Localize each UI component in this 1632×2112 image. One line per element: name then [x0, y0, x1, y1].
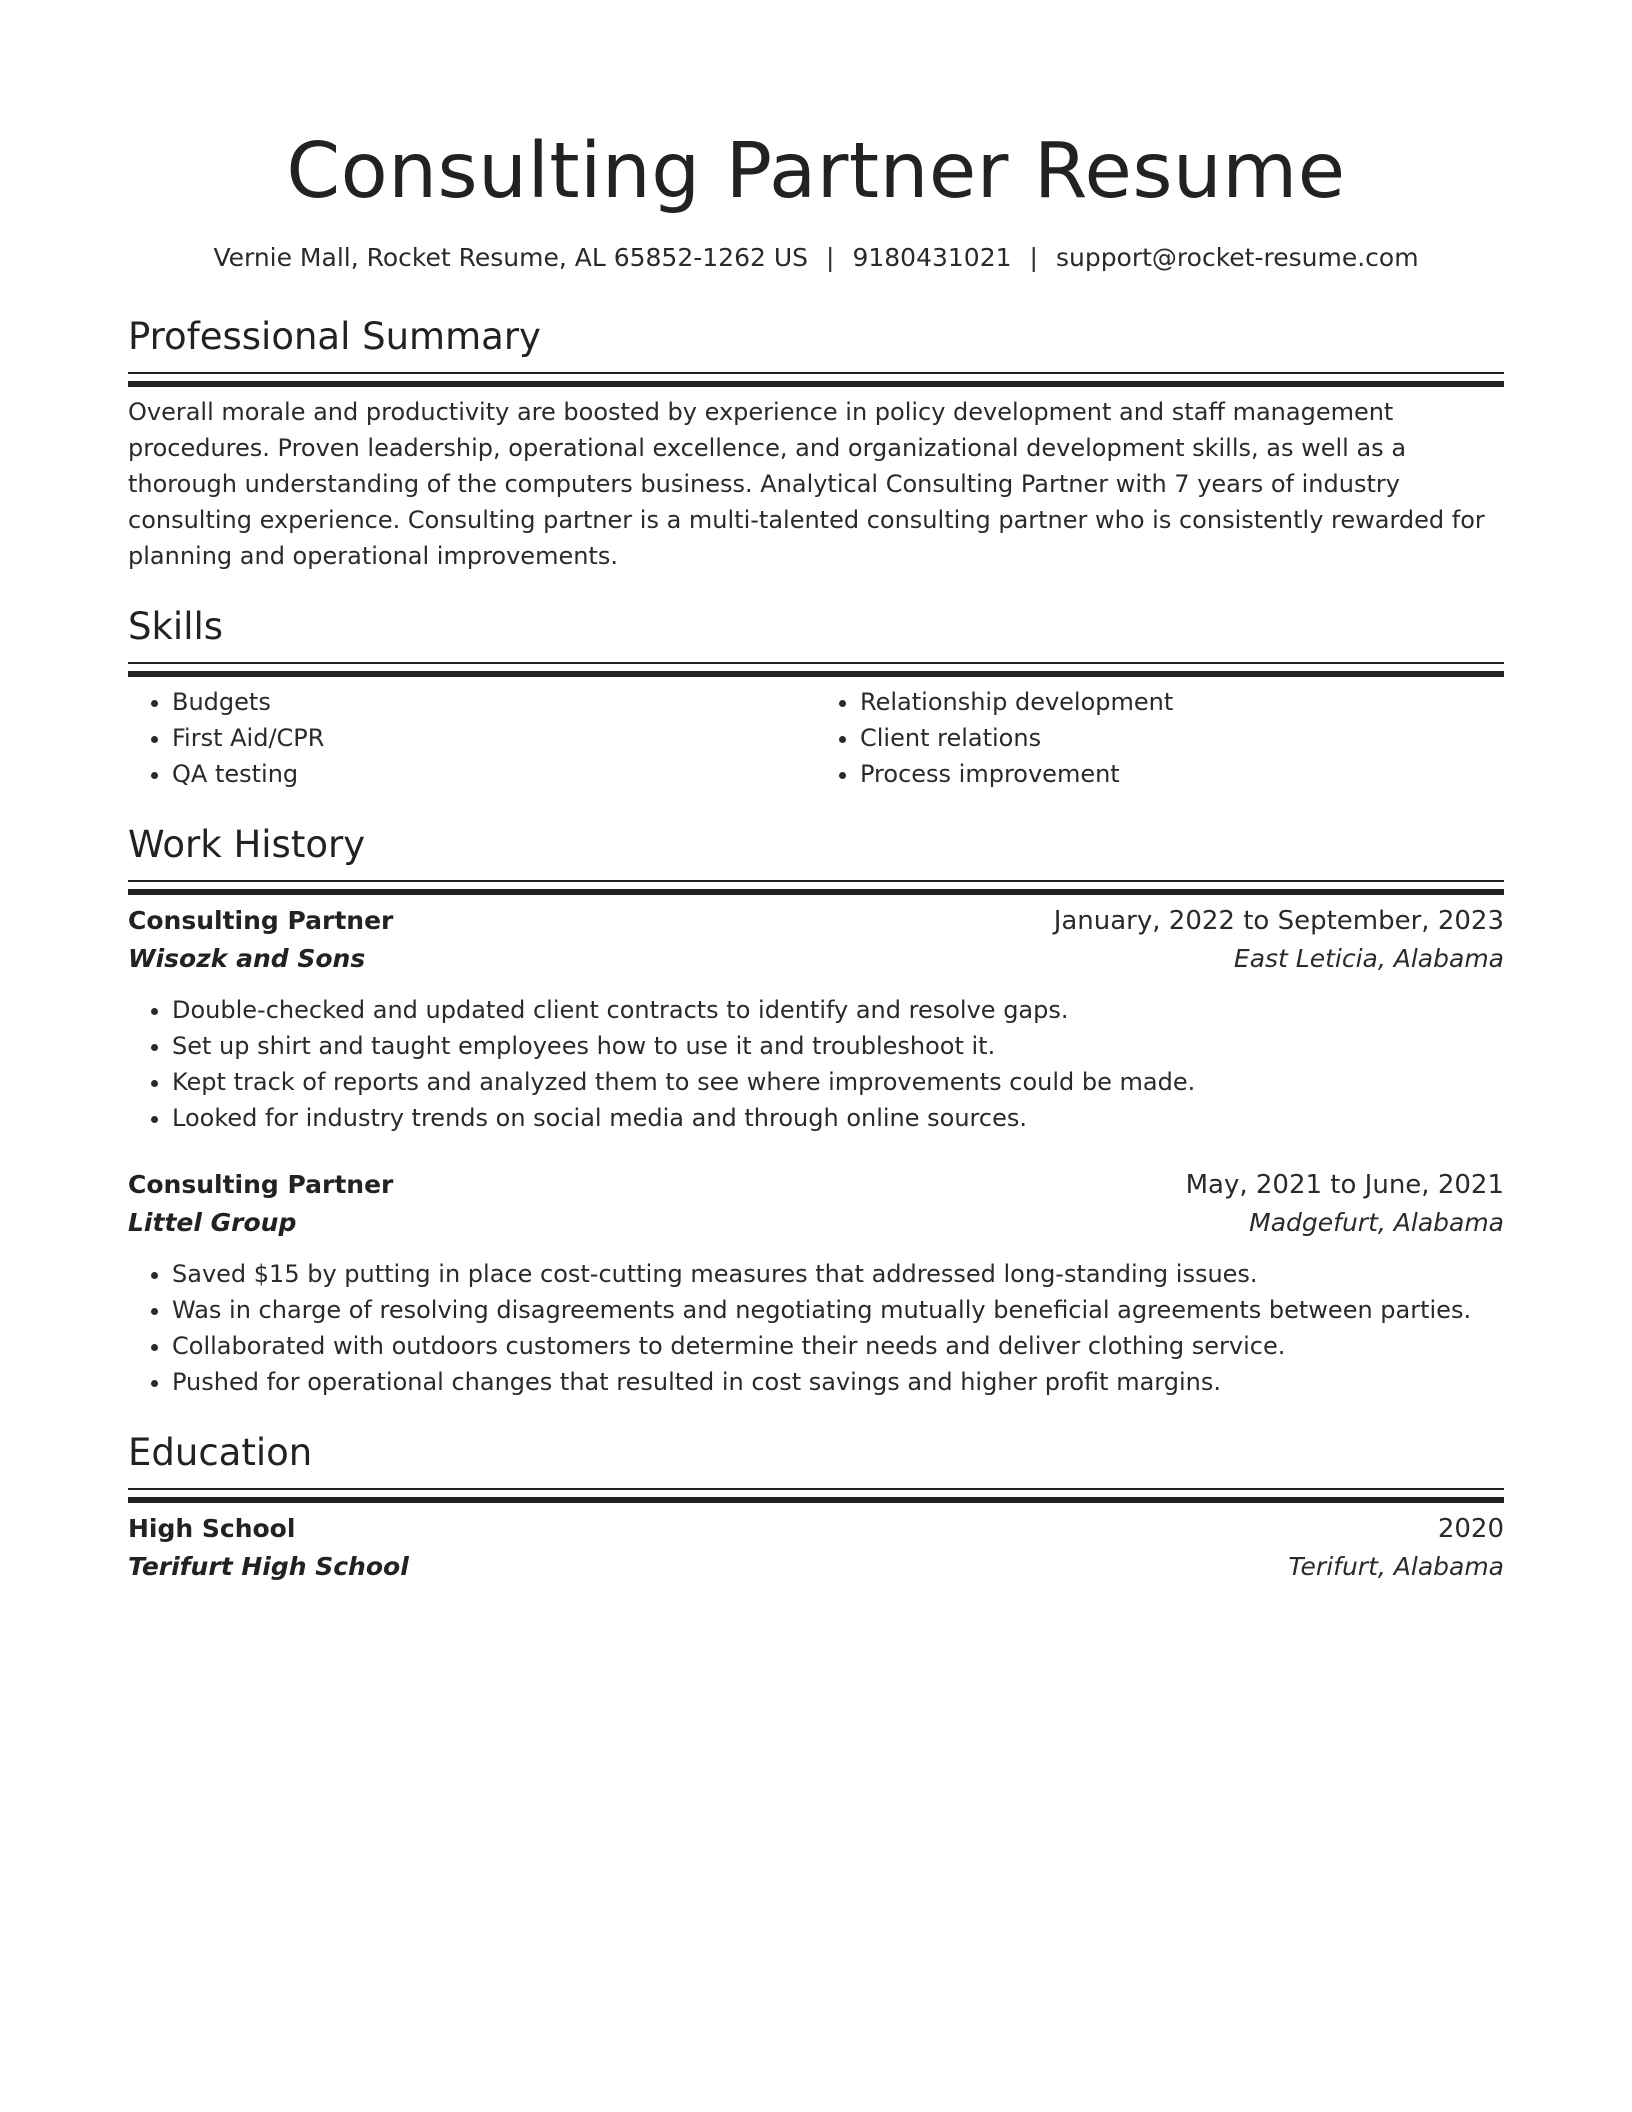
education-subheader [128, 1548, 1504, 1586]
contact-phone: 9180431021 [852, 243, 1012, 272]
summary-heading: Professional Summary [128, 315, 541, 358]
education-header [128, 1510, 1504, 1548]
section-divider [128, 1488, 1504, 1490]
skill-item: • Budgets [172, 684, 816, 720]
job-subheader [128, 940, 1504, 978]
skill-item: • Relationship development [860, 684, 1504, 720]
education-degree: High School [128, 1514, 296, 1543]
contact-separator: | [1029, 243, 1038, 272]
skill-item: • QA testing [172, 756, 816, 792]
job-company: Littel Group [128, 1208, 297, 1237]
education-entry [128, 1510, 1504, 1586]
job-bullet: • Saved $15 by putting in place cost-cutting measures that addressed long-standing issues. [172, 1256, 1504, 1292]
section-divider [128, 372, 1504, 374]
job-bullet: • Looked for industry trends on social media and through online sources. [172, 1100, 1504, 1136]
work-heading: Work History [128, 823, 366, 866]
job-location: Madgefurt, Alabama [1249, 1208, 1504, 1237]
job-bullet: • Kept track of reports and analyzed them to see where improvements could be made. [172, 1064, 1504, 1100]
job-bullet: • Collaborated with outdoors customers to determine their needs and deliver clothing service. [172, 1328, 1504, 1364]
job-bullet: • Pushed for operational changes that resulted in cost savings and higher profit margins. [172, 1364, 1504, 1400]
contact-email: support@rocket-resume.com [1055, 243, 1419, 272]
job-header [128, 1166, 1504, 1204]
job-subheader [128, 1204, 1504, 1242]
job-entry [128, 902, 1504, 1136]
contact-line [128, 240, 1504, 276]
job-title: Consulting Partner [128, 1170, 394, 1199]
job-bullets [128, 1256, 1504, 1400]
summary-body [128, 394, 1504, 574]
skills-column-left [128, 684, 816, 792]
work-body [128, 902, 1504, 1400]
contact-address: Vernie Mall, Rocket Resume, AL 65852-1262 US [213, 243, 809, 272]
summary-section [128, 312, 1504, 574]
job-dates: January, 2022 to September, 2023 [1053, 906, 1504, 936]
skills-list [128, 684, 1504, 792]
section-divider [128, 880, 1504, 882]
skills-heading: Skills [128, 605, 224, 648]
skill-item: • Process improvement [860, 756, 1504, 792]
skill-item: • First Aid/CPR [172, 720, 816, 756]
job-title: Consulting Partner [128, 906, 394, 935]
education-heading: Education [128, 1431, 313, 1474]
job-bullet: • Set up shirt and taught employees how to use it and troubleshoot it. [172, 1028, 1504, 1064]
job-entry [128, 1166, 1504, 1400]
contact-separator: | [826, 243, 835, 272]
education-school: Terifurt High School [128, 1552, 409, 1581]
section-divider [128, 662, 1504, 664]
resume-title: Consulting Partner Resume [286, 127, 1346, 216]
education-location: Terifurt, Alabama [1288, 1552, 1504, 1581]
skills-section [128, 602, 1504, 792]
summary-text: Overall morale and productivity are boosted by experience in policy development and staff management procedures. Proven leadership, operational excellence, and organizational development skills, as well as a thorough understanding of the computers business. Analytical Consulting Partner with 7 years of industry consulting experience. Consulting partner is a multi-talented consulting partner who is consistently rewarded for planning and operational improvements. [128, 398, 1485, 570]
education-year: 2020 [1437, 1514, 1504, 1544]
job-bullet: • Double-checked and updated client contracts to identify and resolve gaps. [172, 992, 1504, 1028]
job-header [128, 902, 1504, 940]
skill-item: • Client relations [860, 720, 1504, 756]
job-dates: May, 2021 to June, 2021 [1185, 1170, 1504, 1200]
skills-column-right [816, 684, 1504, 792]
education-section [128, 1428, 1504, 1586]
work-section [128, 820, 1504, 1400]
job-location: East Leticia, Alabama [1233, 944, 1504, 973]
job-bullets [128, 992, 1504, 1136]
education-body [128, 1510, 1504, 1586]
job-bullet: • Was in charge of resolving disagreements and negotiating mutually beneficial agreements between parties. [172, 1292, 1504, 1328]
job-company: Wisozk and Sons [128, 944, 366, 973]
